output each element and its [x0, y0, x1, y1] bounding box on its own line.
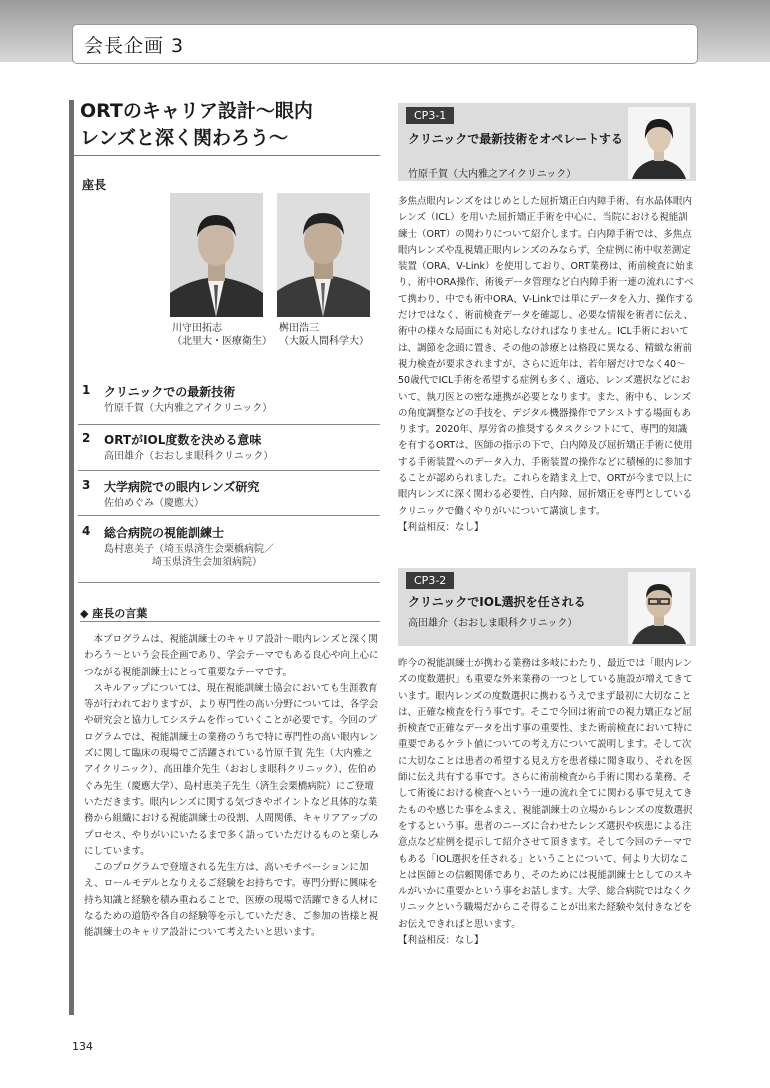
cp2-tag: CP3-2	[406, 572, 454, 589]
cp1-author-line	[408, 165, 576, 180]
chair-1-affiliation: （北里大・医療衛生）	[172, 336, 272, 347]
chair-1-caption	[172, 322, 272, 348]
cp1-photo	[628, 107, 690, 179]
title-divider	[74, 155, 380, 156]
cp1-header-box	[398, 103, 696, 181]
cp1-tag: CP3-1	[406, 107, 454, 124]
program-3-title: 大学病院での眼内レンズ研究	[104, 480, 260, 494]
cp2-paragraph: 昨今の視能訓練士が携わる業務は多岐にわたり、最近では「眼内レンズの度数選択」も重要な外来業務の一つとしている施設が増えてきています。眼内レンズの度数選択に携わるうえでまず最初に大切なことは、正確な検査を行う事です。そこで今回は術前での視力矯正など屈折検査で正確なデータを出す事の重要性、また術前検査において特に重要であるケラト値についての考え方について説明します。そして次に大切なことは患者の希望する見え方を患者様に聞き取り、それを医師に伝え共有する事です。さらに術前検査から手術に関わる業務、そして術後における検査へという一連の流れ全てに関わる事で見えてきたものや感じた事をふまえ、視能訓練士の立場からレンズの度数選択をするという事。患者のニーズに合わせたレンズ選択や疾患による注意点など症例を提示して紹介させて頂きます。そして今回のテーマでもある「IOL選択を任される」ということについて、何より大切なことは医師との信頼関係であり、そのためには視能訓練士としてのスキルがいかに重要かという事をお話します。大学、総合病院ではなくクリニックという職場だからこそ得ることが出来た経験や気付きなどをお伝えできればと思います。	[398, 658, 693, 930]
cp1-body	[398, 194, 696, 536]
program-2-speaker: 高田雄介（おおしま眼科クリニック）	[104, 451, 274, 462]
remarks-paragraph: スキルアップについては、現在視能訓練士協会においても生涯教育等が行われておりますが、より専門性の高い分野については、各学会や研究会と協力してシステムを作っていくことが必要です。今回のプログラムでは、視能訓練士の業務のうちで特に専門性の高い眼内レンズに関して臨床の現場でご活躍されている竹原千賀 先生（大内雅之アイクリニック）、高田雄介先生（おおしま眼科クリニック）、佐伯めぐみ先生（慶應大学）、島村恵美子先生（済生会栗橋病院）にご登壇いただきます。眼内レンズに関する気づきやポイントなど具体的な業務から組織における視能訓練士の役割、人間関係、キャリアアップのプロセス、やりがいにいたるまで多く語っていただけるものと楽しみにしています。	[84, 682, 379, 857]
program-divider	[78, 424, 380, 425]
program-4-speaker-line-1: 島村恵美子（埼玉県済生会栗橋病院／	[104, 544, 274, 555]
program-1-number: 1	[82, 383, 91, 397]
chair-2-affiliation: （大阪人間科学大）	[279, 336, 369, 347]
chair-photo-2	[277, 193, 370, 317]
cp2-body	[398, 656, 696, 949]
main-title	[80, 98, 380, 152]
program-1-title: クリニックでの最新技術	[104, 385, 236, 399]
program-4-speaker-line-2: 埼玉県済生会加須病院）	[152, 557, 262, 568]
cp2-header-box	[398, 568, 696, 646]
header-title: 会長企画 3	[84, 35, 185, 57]
page-number: 134	[72, 1040, 93, 1053]
cp1-title: クリニックで最新技術をオペレートする	[408, 132, 623, 146]
cp1-coi: 【利益相反：なし】	[398, 521, 484, 533]
program-divider	[78, 515, 380, 516]
program-divider	[78, 582, 380, 583]
program-item-2	[78, 431, 380, 471]
cp2-author-line	[408, 614, 577, 629]
chair-2-name: 桝田浩三	[279, 323, 319, 334]
cp2-photo	[628, 572, 690, 644]
program-item-1	[78, 383, 380, 423]
main-title-line-2: レンズと深く関わろう〜	[80, 127, 288, 149]
left-column-rule	[69, 100, 74, 1015]
cp2-author: 高田雄介	[408, 618, 448, 629]
program-4-number: 4	[82, 524, 91, 538]
chair-photo-1	[170, 193, 263, 317]
remarks-paragraph: 本プログラムは、視能訓練士のキャリア設計〜眼内レンズと深く関わろう〜という会長企画であり、学会テーマでもある良心や向上心につながる視能訓練士にとって重要なテーマです。	[84, 634, 379, 678]
chair-label: 座長	[82, 178, 107, 192]
main-title-line-1: ORTのキャリア設計〜眼内	[80, 100, 313, 122]
chair-2-caption	[279, 322, 369, 348]
program-item-3	[78, 478, 380, 518]
cp2-affiliation: （おおしま眼科クリニック）	[448, 618, 578, 629]
remarks-paragraph: このプログラムで登壇される先生方は、高いモチベーションに加え、ロールモデルとなりえるご経験をお持ちです。専門分野に興味を持ち知識と経験を積み重ねることで、医療の現場で活躍できる人材になるための道筋や各自の経験等を示していただき、ご参加の皆様と視能訓練士のキャリア設計について考えたいと思います。	[84, 862, 379, 939]
program-divider	[78, 470, 380, 471]
program-2-title: ORTがIOL度数を決める意味	[104, 433, 262, 447]
cp2-title: クリニックでIOL選択を任される	[408, 595, 586, 609]
cp1-affiliation: （大内雅之アイクリニック）	[448, 169, 577, 180]
program-3-number: 3	[82, 478, 91, 492]
cp1-author: 竹原千賀	[408, 169, 448, 180]
program-item-4	[78, 524, 380, 576]
chair-1-name: 川守田拓志	[172, 323, 222, 334]
program-2-number: 2	[82, 431, 91, 445]
remarks-body	[84, 632, 380, 942]
cp1-paragraph: 多焦点眼内レンズをはじめとした屈折矯正白内障手術、有水晶体眼内レンズ（ICL）を用いた屈折矯正手術を中心に、当院における視能訓練士（ORT）の関わりについて紹介します。白内障手術では、多焦点眼内レンズや乱視矯正眼内レンズのみならず、全症例に術中収差測定装置（ORA、V-Link）を使用しており、ORT業務は、術前検査に始まり、術中ORA操作、術後データ管理など白内障手術一連の流れにすべて携わり、中でも術中ORA、V-Linkでは単にデータを入力、操作するだけではなく、術前検査データを確認し、必要な情報を術者に伝え、術中の様々な局面にも対応しなければなりません。ICL手術においては、調節を念頭に置き、その他の診療とは格段に異なる、精緻な術前視力検査が要求されますが、さらに近年は、若年層だけでなく40〜50歳代でICL手術を希望する症例も多く、適応、レンズ選択などにおいて、執刀医との密な連携が必要となります。また、術中も、レンズの角度調整などの手技を、デジタル機器操作でアシストする場面もあります。2020年、厚労省の推奨するタスクシフトにて、専門的知識を有するORTは、医師の指示の下で、白内障及び屈折矯正手術に使用する手術装置へのデータ入力、手術装置の操作などに積極的に参加することが認められました。これらを踏まえ上で、ORTが今まで以上に眼内レンズに深く関わる必要性、白内障、屈折矯正を専門としているクリニックで働くやりがいについて講演します。	[398, 196, 695, 517]
cp2-coi: 【利益相反：なし】	[398, 935, 484, 947]
program-3-speaker: 佐伯めぐみ（慶應大）	[104, 498, 204, 509]
program-1-speaker: 竹原千賀（大内雅之アイクリニック）	[104, 403, 273, 414]
program-4-title: 総合病院の視能訓練士	[104, 526, 225, 540]
remarks-divider	[80, 621, 380, 622]
remarks-heading: ◆ 座長の言葉	[80, 607, 148, 620]
